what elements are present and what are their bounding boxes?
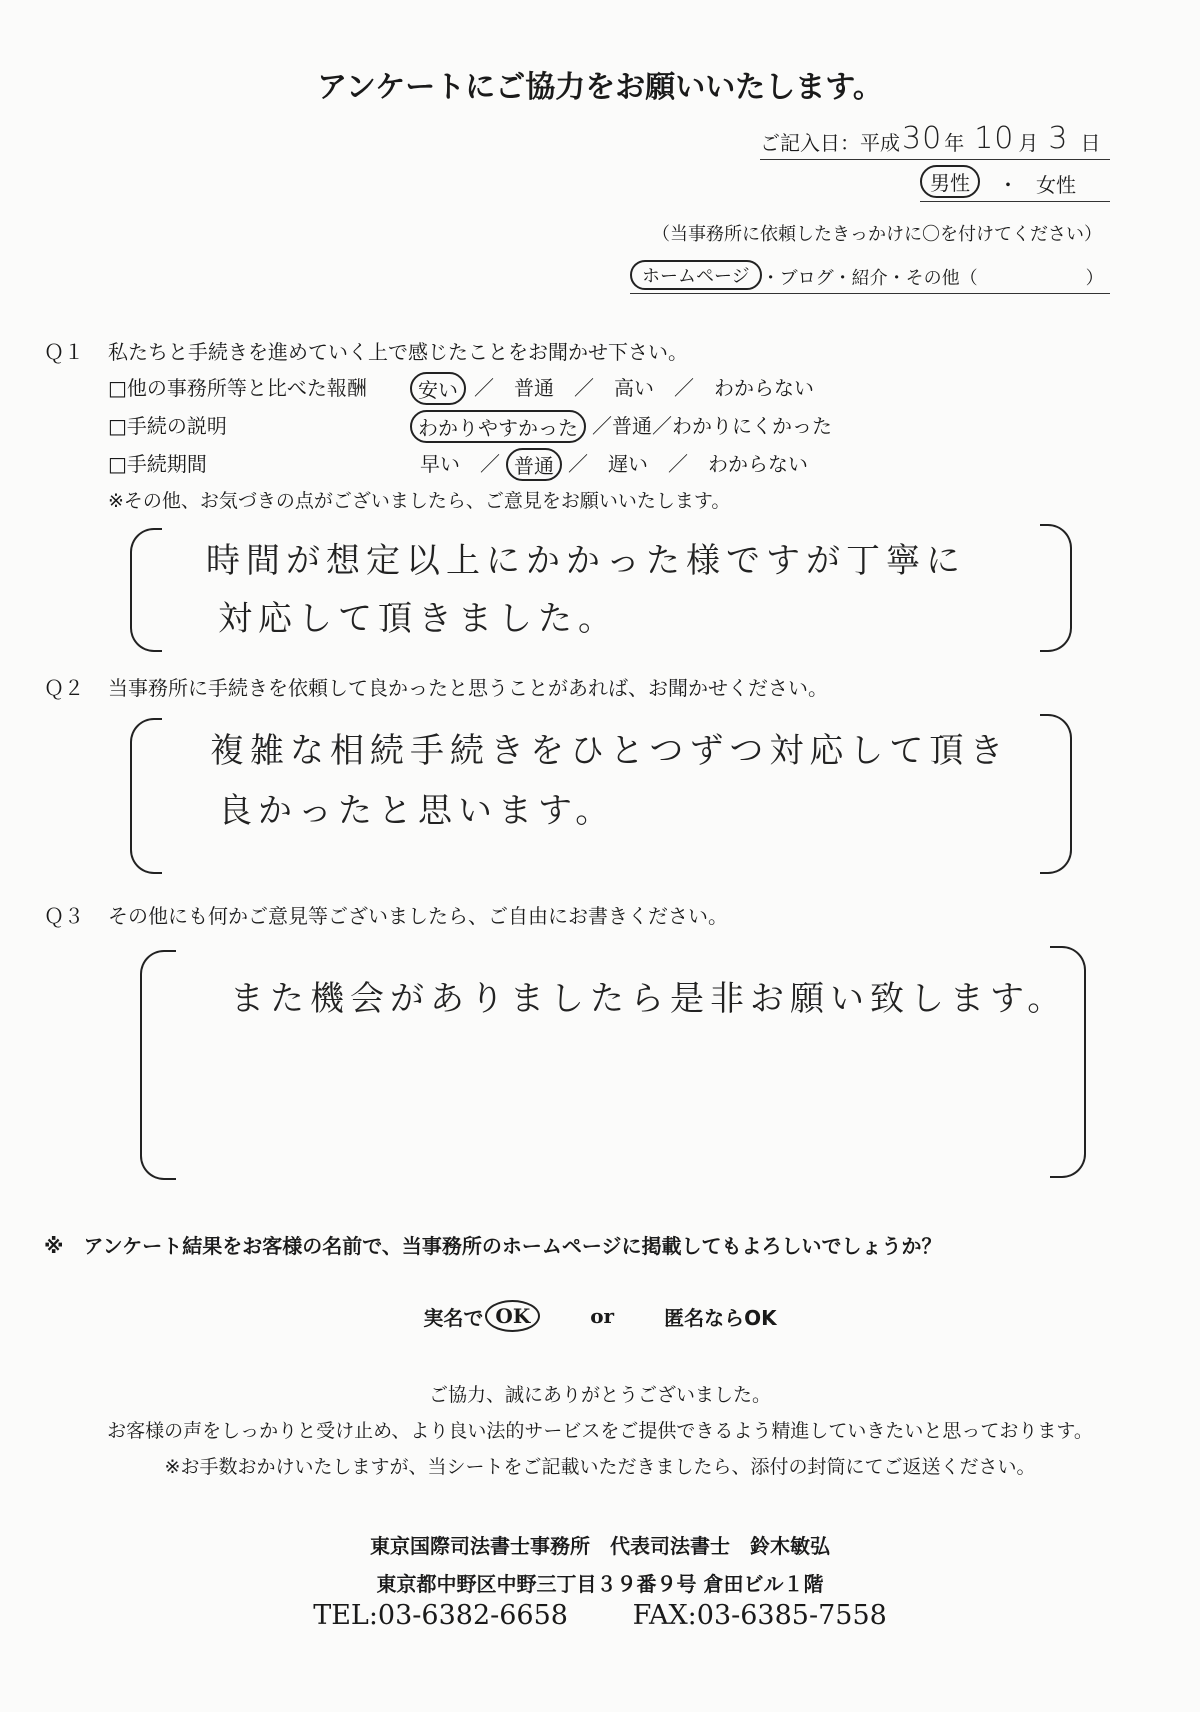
q1-question: 私たちと手続きを進めていく上で感じたことをお聞かせ下さい。 [108, 340, 688, 364]
q3-label: Ｑ３ [44, 904, 84, 928]
q3-answer-line1: また機会がありましたら是非お願い致します。 [230, 979, 1068, 1019]
footer-return-note: ※お手数おかけいたしますが、当シートをご記載いただきましたら、添付の封筒にてご返送ください。 [164, 1456, 1036, 1478]
q1-period-pre: 早い ／ [420, 452, 500, 476]
publish-anonymous: 匿名ならOK [664, 1305, 777, 1330]
office-name: 東京国際司法書士事務所 代表司法書士 鈴木敏弘 [370, 1534, 830, 1558]
q1-row-explain-options [410, 410, 832, 443]
trigger-options [630, 258, 1110, 294]
page-title: アンケートにご協力をお願いいたします。 [317, 70, 883, 105]
footer-message: お客様の声をしっかりと受け止め、より良い法的サービスをご提供できるよう精進していきたいと思っております。 [107, 1420, 1093, 1442]
q2-answer-bracket-left [130, 718, 162, 874]
publish-or: or [590, 1304, 615, 1328]
trigger-question: （当事務所に依頼したきっかけに〇を付けてください） [652, 224, 1102, 245]
date-day: 3 [1048, 121, 1069, 156]
q1-row-fee-options [410, 372, 814, 405]
date-year-unit: 年 [944, 131, 965, 155]
office-address: 東京都中野区中野三丁目３９番９号 倉田ビル１階 [376, 1572, 824, 1596]
q2-question: 当事務所に手続きを依頼して良かったと思うことがあれば、お聞かせください。 [108, 676, 828, 700]
q3-question: その他にも何かご意見等ございましたら、ご自由にお書きください。 [108, 904, 728, 928]
q2-answer-line1: 複雑な相続手続きをひとつずつ対応して頂き [210, 731, 1010, 771]
footer-thanks: ご協力、誠にありがとうございました。 [428, 1384, 771, 1406]
q1-fee-selected: 安い [410, 372, 466, 405]
q2-answer-bracket-right [1040, 714, 1072, 874]
publish-options [0, 1300, 1200, 1332]
q1-note: ※その他、お気づきの点がございましたら、ご意見をお願いいたします。 [108, 490, 731, 512]
date-label: ご記入日：平成 [760, 131, 900, 155]
q1-row-period-options [420, 448, 808, 481]
date-month-unit: 月 [1018, 131, 1039, 155]
publish-real-name-ok-selected: OK [485, 1300, 540, 1332]
publish-real-name-prefix: 実名で [423, 1305, 484, 1330]
office-contact-numbers [0, 1600, 1200, 1631]
gender-male-selected: 男性 [920, 165, 980, 198]
q1-explain-selected: わかりやすかった [410, 410, 586, 443]
q1-period-rest: ／ 遅い ／ わからない [568, 452, 808, 476]
q2-answer-line2: 良かったと思います。 [218, 791, 616, 831]
office-tel: TEL:03-6382-6658 [313, 1600, 568, 1631]
date-month: 10 [974, 121, 1015, 156]
q1-row-fee-item: □他の事務所等と比べた報酬 [108, 376, 367, 400]
q1-answer-line2: 対応して頂きました。 [218, 599, 618, 639]
q1-answer-bracket-right [1040, 524, 1072, 652]
date-year: 30 [902, 121, 943, 156]
q1-row-period-item: □手続期間 [108, 452, 207, 476]
q1-label: Ｑ１ [44, 340, 84, 364]
q1-row-explain-item: □手続の説明 [108, 414, 227, 438]
q2-label: Ｑ２ [44, 676, 84, 700]
q3-answer-bracket-left [140, 950, 176, 1180]
q1-fee-rest: ／ 普通 ／ 高い ／ わからない [474, 376, 814, 400]
gender-female: 女性 [1036, 173, 1076, 197]
date-day-unit: 日 [1080, 131, 1101, 155]
q1-period-selected: 普通 [506, 448, 562, 481]
trigger-other-options: ・ブログ・紹介・その他（ ） [761, 268, 1104, 289]
q1-explain-rest: ／普通／わかりにくかった [592, 414, 832, 438]
date-line [760, 118, 1110, 160]
office-fax: FAX:03-6385-7558 [632, 1600, 887, 1631]
gender-line [920, 164, 1110, 202]
q1-answer-line1: 時間が想定以上にかかった様ですが丁寧に [206, 541, 966, 581]
gender-separator: ・ [998, 173, 1018, 197]
q1-answer-bracket-left [130, 528, 162, 652]
trigger-homepage-selected: ホームページ [630, 260, 762, 290]
publish-question: ※ アンケート結果をお客様の名前で、当事務所のホームページに掲載してもよろしいでしょうか？ [44, 1234, 942, 1258]
